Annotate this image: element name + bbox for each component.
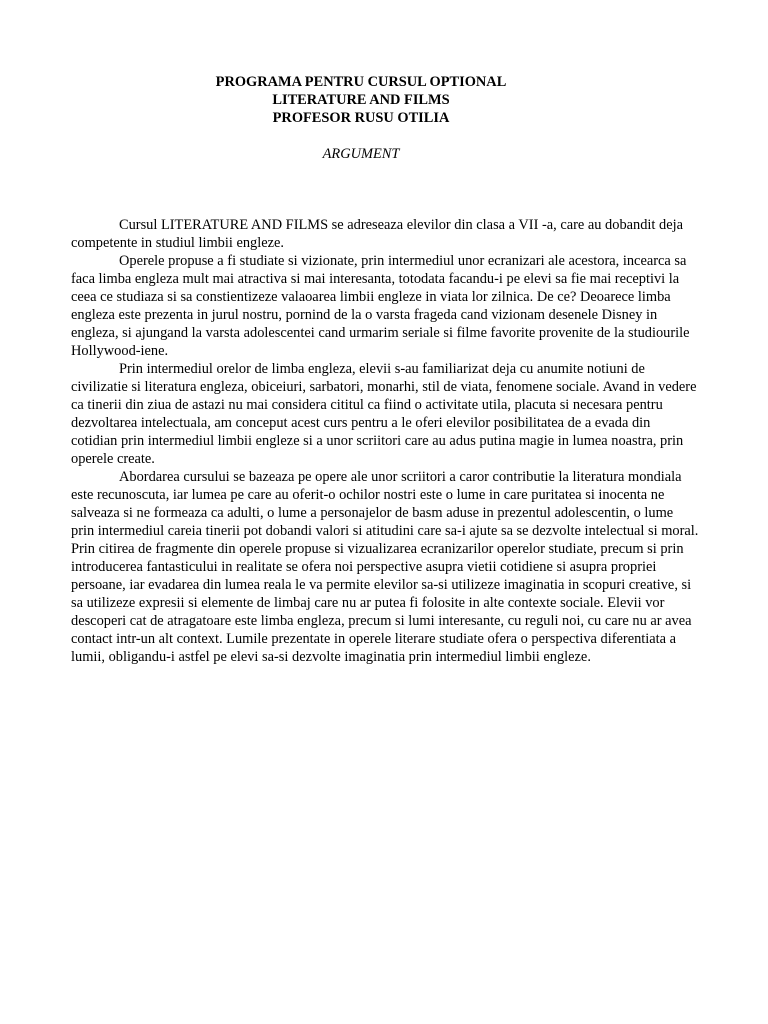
paragraph-approach: Abordarea cursului se bazeaza pe opere ale unor scriitori a caror contributie la literatura mondiala este recunoscuta, iar lumea pe care au oferit-o ochilor nostri este o lume in care puritatea si inocenta ne salveaza si ne formeaza ca adulti, o lume a personajelor de basm aduse in prezentul adolescentin, o lume prin intermediul careia tinerii pot dobandi valori si atitudini care sa-i ajute sa se dezvolte intelectual si moral. Prin citirea de fragmente din operele propuse si vizualizarea ecranizarilor operelor studiate, precum si prin introducerea fantasticului in realitate se ofera noi perspective asupra vietii cotidiene si asupra propriei persoane, iar evadarea din lumea reala le va permite elevilor sa-si utilizeze imaginatia in scopuri creative, si sa utilizeze expresii si elemente de limbaj care nu ar putea fi folosite in alte contexte sociale. Elevii vor descoperi cat de atragatoare este limba engleza, precum si lumi interesante, cu reguli noi, cu care nu ar avea contact intr-un alt context. Lumile prezentate in operele literare studiate ofera o perspectiva diferentiata a lumii, obligandu-i astfel pe elevi sa-si dezvolte imaginatia prin intermediul limbii engleze. [71, 469, 699, 665]
paragraph-intro: Cursul LITERATURE AND FILMS se adreseaza elevilor din clasa a VII -a, care au dobandit deja competente in studiul limbii engleze. [71, 217, 683, 251]
document-title [71, 73, 651, 127]
title-line-course-name: LITERATURE AND FILMS [272, 92, 450, 108]
title-line-teacher: PROFESOR RUSU OTILIA [272, 110, 450, 126]
title-line-program: PROGRAMA PENTRU CURSUL OPTIONAL [215, 74, 507, 90]
argument-body [71, 216, 699, 666]
paragraph-civilization: Prin intermediul orelor de limba engleza, elevii s-au familiarizat deja cu anumite notiuni de civilizatie si literatura engleza, obiceiuri, sarbatori, monarhi, stil de viata, fenomene sociale. Avand in vedere ca tinerii din ziua de astazi nu mai considera cititul ca fiind o activitate utila, placuta si necesara pentru dezvoltarea intelectuala, am conceput acest curs pentru a le oferi elevilor posibilitatea de a evada din cotidian prin intermediul limbii engleze si a unor scriitori care au adus putina magie in lumea noastra, prin operele create. [71, 361, 697, 467]
section-heading: ARGUMENT [322, 146, 400, 162]
paragraph-works: Operele propuse a fi studiate si vizionate, prin intermediul unor ecranizari ale acestora, incearca sa faca limba engleza mult mai atractiva si mai interesanta, totodata facandu-i pe elevi sa fie mai receptivi la ceea ce studiaza si sa constientizeze valaoarea limbii engleze in viata lor zilnica. De ce? Deoarece limba engleza este prezenta in jurul nostru, pornind de la o varsta frageda cand vizionam desenele Disney in engleza, si ajungand la varsta adolescentei cand urmarim seriale si filme favorite provenite de la studiourile Hollywood-iene. [71, 253, 690, 359]
